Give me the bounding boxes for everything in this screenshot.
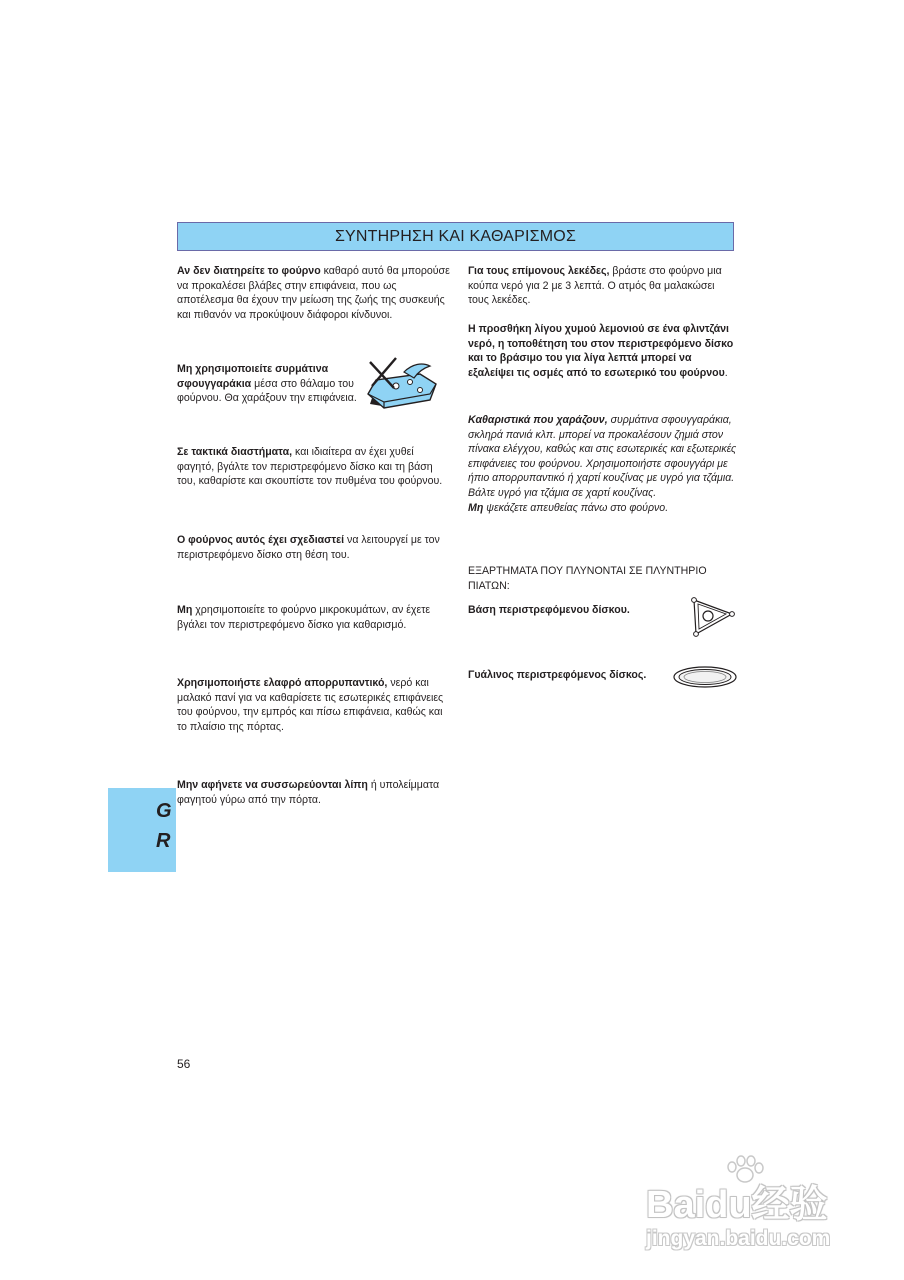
- paragraph-text: .: [724, 366, 728, 379]
- language-tab-letter: R: [156, 830, 171, 852]
- paragraph-do-not-use-without-turntable: [177, 603, 452, 632]
- paragraph-text: συρμάτινα σφουγγαράκια, σκληρά πανιά κλπ. μπορεί να προκαλέσουν ζημιά στον πίνακα ελέγχου, καθώς και στις εσωτερικές και εξωτερικές επιφάνειες του φούρνου. Χρησιμοποιήστε σφουγγάρι με ήπιο απορρυπαντικό ή χαρτί κουζίνας με υγρό για τζάμια. Βάλτε υγρό για τζάμια σε χαρτί κουζίνας.: [468, 414, 737, 499]
- paragraph-regular-cleaning: [177, 445, 452, 489]
- turntable-support-icon: [686, 594, 738, 640]
- paragraph-bold: Καθαριστικά που χαράζουν,: [468, 414, 608, 426]
- paragraph-lemon-juice: [468, 322, 738, 380]
- watermark-url: jingyan.baidu.com: [646, 1227, 831, 1250]
- paragraph-bold: Σε τακτικά διαστήματα,: [177, 446, 293, 458]
- paragraph-clean-oven: [177, 264, 452, 322]
- paragraph-bold: Μην αφήνετε να συσσωρεύονται λίπη: [177, 779, 368, 791]
- paragraph-grease-build-up: [177, 778, 452, 807]
- paragraph-bold: Ο φούρνος αυτός έχει σχεδιαστεί: [177, 534, 345, 546]
- paragraph-bold: Μη χρησιμοποιείτε συρμάτινα σφουγγαράκια: [177, 363, 329, 390]
- paragraph-bold: Αν δεν διατηρείτε το φούρνο: [177, 265, 321, 277]
- paragraph-text: και ιδιαίτερα αν έχει χυθεί φαγητό, βγάλτε τον περιστρεφόμενο δίσκο και τη βάση του, καθαρίστε και σκουπίστε τον πυθμένα του φούρνου.: [177, 446, 443, 488]
- paragraph-text: μέσα στο θάλαμο του φούρνου. Θα χαράξουν την επιφάνεια.: [177, 377, 357, 405]
- paragraph-bold: Μη: [177, 604, 193, 616]
- paragraph-designed-with-turntable: [177, 533, 452, 562]
- page-number: 56: [177, 1057, 191, 1071]
- paragraph-text: νερό και μαλακό πανί για να καθαρίσετε τις εσωτερικές επιφάνειες του φούρνου, την εμπρός και πίσω επιφάνεια, καθώς και το πλαίσιο της πόρτας.: [177, 677, 444, 733]
- watermark-logo: Baidu经验: [646, 1184, 828, 1226]
- language-tab-letter: G: [156, 800, 172, 822]
- language-tab: [108, 788, 176, 872]
- paragraph-text: να λειτουργεί με τον περιστρεφόμενο δίσκο στη θέση του.: [177, 534, 440, 561]
- paragraph-text: ή υπολείμματα φαγητού γύρω από την πόρτα.: [177, 779, 440, 806]
- paragraph-bold: Μη: [468, 501, 484, 514]
- paragraph-bold: Η προσθήκη λίγου χυμού λεμονιού σε ένα φλιντζάνι νερό, η τοποθέτηση του στον περιστρεφόμενο δίσκο και το βράσιμο του για λίγα λεπτά μπορεί να εξαλείψει τις οσμές από το εσωτερικό του φούρνου: [468, 323, 734, 379]
- paragraph-stubborn-stains: [468, 264, 738, 308]
- paragraph-abrasive-cleaners: [468, 413, 738, 515]
- paragraph-no-wire-sponges: [177, 362, 357, 406]
- item-label: Βάση περιστρεφόμενου δίσκου.: [468, 604, 630, 616]
- watermark: [646, 1155, 886, 1275]
- paragraph-text: ψεκάζετε απευθείας πάνω στο φούρνο.: [483, 501, 669, 514]
- paragraph-bold: Για τους επίμονους λεκέδες,: [468, 265, 610, 277]
- paragraph-mild-detergent: [177, 676, 452, 734]
- dishwasher-parts-heading: ΕΞΑΡΤΗΜΑΤΑ ΠΟΥ ΠΛΥΝΟΝΤΑΙ ΣΕ ΠΛΥΝΤΗΡΙΟ ΠΙΑΤΩΝ:: [468, 565, 707, 592]
- paragraph-bold: Χρησιμοποιήστε ελαφρό απορρυπαντικό,: [177, 677, 388, 689]
- item-label: Γυάλινος περιστρεφόμενος δίσκος.: [468, 669, 647, 681]
- crossed-sponge-icon: [360, 354, 444, 416]
- paragraph-text: καθαρό αυτό θα μπορούσε να προκαλέσει βλάβες στην επιφάνεια, που ως αποτέλεσμα θα έχουν την μείωση της ζωής της συσκευής και πιθανόν να προκύψουν διάφοροι κίνδυνοι.: [177, 265, 450, 321]
- section-title: ΣΥΝΤΗΡΗΣΗ ΚΑΙ ΚΑΘΑΡΙΣΜΟΣ: [177, 222, 734, 251]
- glass-turntable-icon: [672, 664, 738, 690]
- paragraph-text: χρησιμοποιείτε το φούρνο μικροκυμάτων, αν έχετε βγάλει τον περιστρεφόμενο δίσκο για καθαρισμό.: [177, 604, 431, 631]
- paragraph-text: βράστε στο φούρνο μια κούπα νερό για 2 με 3 λεπτά. Ο ατμός θα μαλακώσει τους λεκέδες.: [468, 265, 722, 307]
